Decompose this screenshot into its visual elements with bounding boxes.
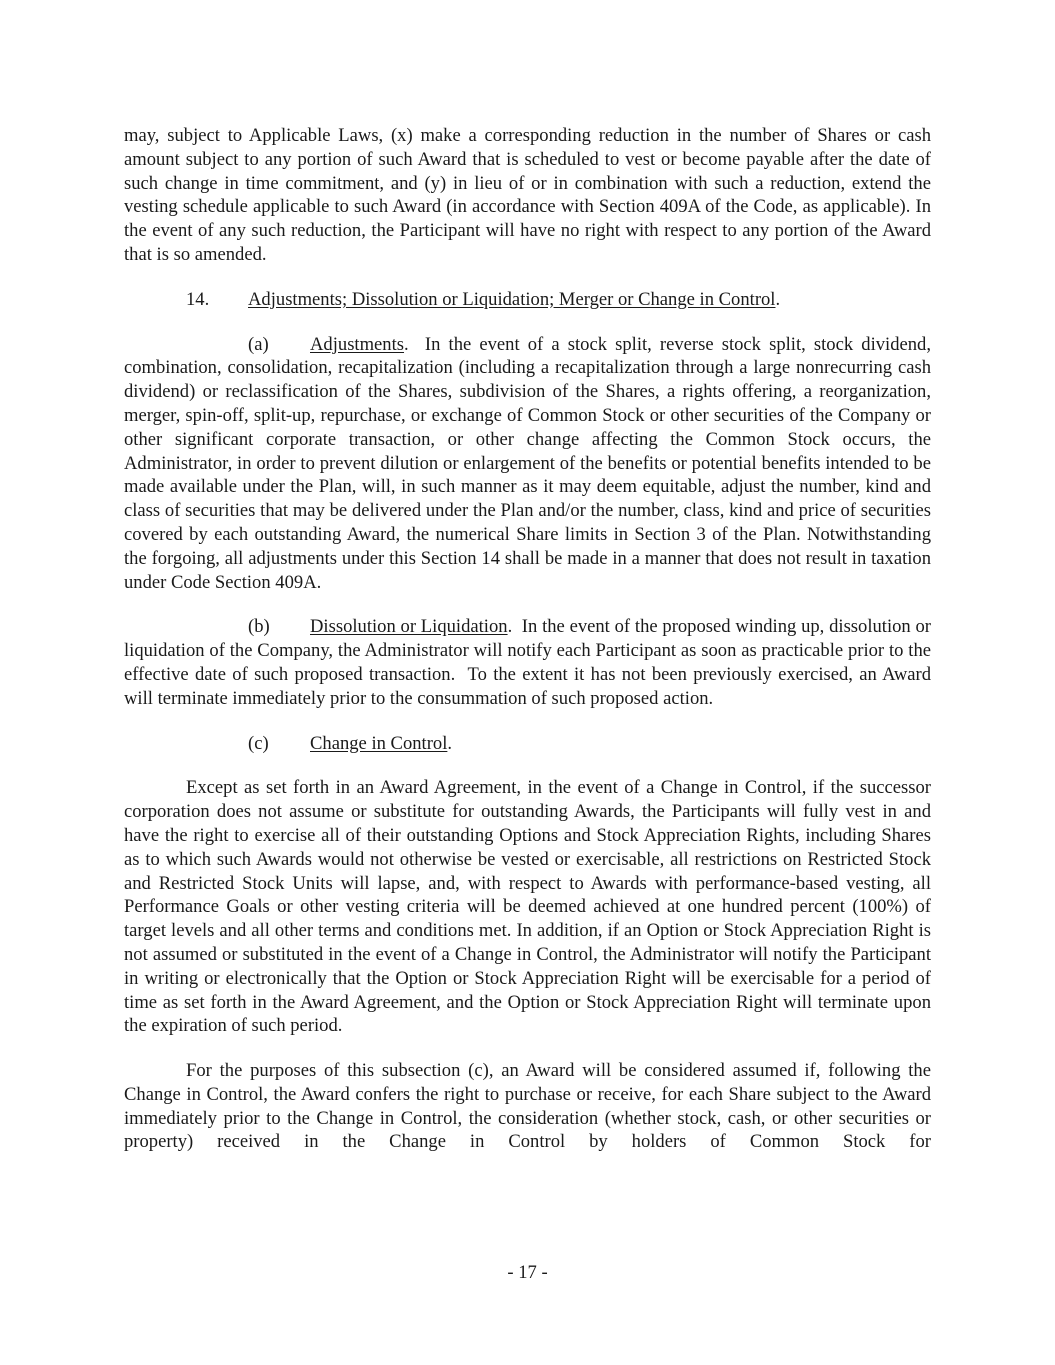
subsection-b-body: In the event of the proposed winding up, dissolution or liquidation of the Company, the Administrator will notify each Participant as soon as practicable prior to the effective date of such proposed transaction. To the extent it has not been previously exercised, an Award will terminate immediately prior to the consummation of such proposed action. <box>124 616 936 709</box>
subsection-b-title-period: . <box>507 616 513 638</box>
subsection-c-title-period: . <box>447 732 453 754</box>
subsection-b-title: Dissolution or Liquidation <box>310 616 508 638</box>
subsection-c-heading <box>124 732 931 756</box>
subsection-a-title-period: . <box>404 333 409 355</box>
subsection-a-body: In the event of a stock split, reverse stock split, stock dividend, combination, consolidation, recapitalization (including a recapitalization through a large nonrecurring cash dividend) or reclassification of the Shares, subdivision of the Shares, a rights offering, a reorganization, merger, spin-off, split-up, repurchase, or exchange of Common Stock or other securities of the Company or other significant corporate transaction, or other change affecting the Common Stock occurs, the Administrator, in order to prevent dilution or enlargement of the benefits or potential benefits intended to be made available under the Plan, will, in such manner as it may deem equitable, adjust the number, kind and class of securities that may be delivered under the Plan and/or the number, class, kind and price of securities covered by each outstanding Award, the numerical Share limits in Section 3 of the Plan. Notwithstanding the forgoing, all adjustments under this Section 14 shall be made in a manner that does not result in taxation under Code Section 409A. <box>124 333 936 593</box>
page-number: - 17 - <box>507 1262 548 1283</box>
continued-paragraph: may, subject to Applicable Laws, (x) make a corresponding reduction in the number of Shares or cash amount subject to any portion of such Award that is scheduled to vest or become payable after the date of such change in time commitment, and (y) in lieu of or in combination with such a reduction, extend the vesting schedule applicable to such Award (in accordance with Section 409A of the Code, as applicable). In the event of any such reduction, the Participant will have no right with respect to any portion of the Award that is so amended. <box>124 125 931 265</box>
section-14-heading <box>124 288 931 312</box>
section-number: 14. <box>186 288 210 310</box>
subsection-a-label: (a) <box>248 333 269 355</box>
document-page <box>124 124 936 1154</box>
section-title: Adjustments; Dissolution or Liquidation; Merger or Change in Control <box>248 288 776 310</box>
change-in-control-paragraph-2: For the purposes of this subsection (c), an Award will be considered assumed if, following the Change in Control, the Award confers the right to purchase or receive, for each Share subject to the Award immediately prior to the Change in Control, the consideration (whether stock, cash, or other securities or property) received in the Change in Control by holders of Common Stock for <box>124 1060 931 1153</box>
subsection-c-label: (c) <box>248 732 269 754</box>
subsection-a-title: Adjustments <box>310 333 405 355</box>
section-title-period: . <box>775 288 781 310</box>
subsection-b-label: (b) <box>248 616 270 638</box>
subsection-c-title: Change in Control <box>310 732 448 754</box>
subsection-b <box>124 615 936 710</box>
subsection-a <box>124 333 936 595</box>
change-in-control-paragraph-1: Except as set forth in an Award Agreement, in the event of a Change in Control, if the successor corporation does not assume or substitute for outstanding Awards, the Participants will fully vest in and have the right to exercise all of their outstanding Options and Stock Appreciation Rights, including Shares as to which such Awards would not otherwise be vested or exercisable, all restrictions on Restricted Stock and Restricted Stock Units will lapse, and, with respect to Awards with performance-based vesting, all Performance Goals or other vesting criteria will be deemed achieved at one hundred percent (100%) of target levels and all other terms and conditions met. In addition, if an Option or Stock Appreciation Right is not assumed or substituted in the event of a Change in Control, the Administrator will notify the Participant in writing or electronically that the Option or Stock Appreciation Right will be exercisable for a period of time as set forth in the Award Agreement, and the Option or Stock Appreciation Right will terminate upon the expiration of such period. <box>124 777 931 1037</box>
